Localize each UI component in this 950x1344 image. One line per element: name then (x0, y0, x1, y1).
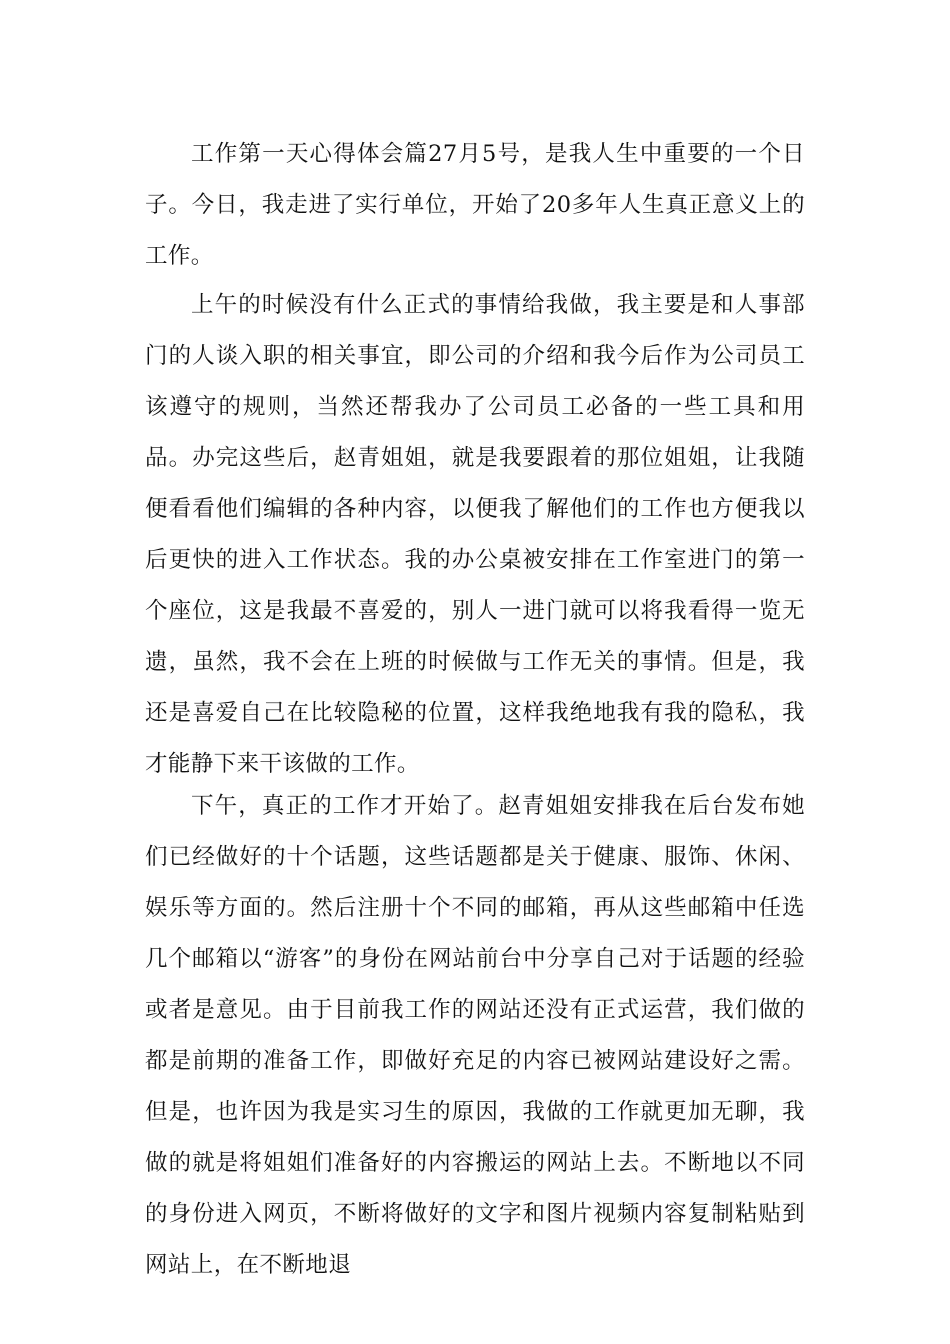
document-body-block-3 (145, 781, 805, 1291)
paragraph-morning: 上午的时候没有什么正式的事情给我做，我主要是和人事部门的人谈入职的相关事宜，即公司的介绍和我今后作为公司员工该遵守的规则，当然还帮我办了公司员工必备的一些工具和用品。办完这些后，赵青姐姐，就是我要跟着的那位姐姐，让我随便看看他们编辑的各种内容，以便我了解他们的工作也方便我以后更快的进入工作状态。我的办公桌被安排在工作室进门的第一个座位，这是我最不喜爱的，别人一进门就可以将我看得一览无遗，虽然，我不会在上班的时候做与工作无关的事情。但是，我还是喜爱自己在比较隐秘的位置，这样我绝地我有我的隐私，我才能静下来干该做的工作。 (145, 292, 805, 777)
paragraph-afternoon: 下午，真正的工作才开始了。赵青姐姐安排我在后台发布她们已经做好的十个话题，这些话题都是关于健康、服饰、休闲、娱乐等方面的。然后注册十个不同的邮箱，再从这些邮箱中任选几个邮箱以“游客”的身份在网站前台中分享自己对于话题的经验或者是意见。由于目前我工作的网站还没有正式运营，我们做的都是前期的准备工作，即做好充足的内容已被网站建设好之需。但是，也许因为我是实习生的原因，我做的工作就更加无聊，我做的就是将姐姐们准备好的内容搬运的网站上去。不断地以不同的身份进入网页，不断将做好的文字和图片视频内容复制粘贴到网站上，在不断地退 (145, 793, 805, 1278)
paragraph-intro: 工作第一天心得体会篇27月5号，是我人生中重要的一个日子。今日，我走进了实行单位，开始了20多年人生真正意义上的工作。 (145, 141, 805, 269)
document-body-block-2 (145, 280, 805, 790)
document-body-block-1 (145, 129, 805, 282)
